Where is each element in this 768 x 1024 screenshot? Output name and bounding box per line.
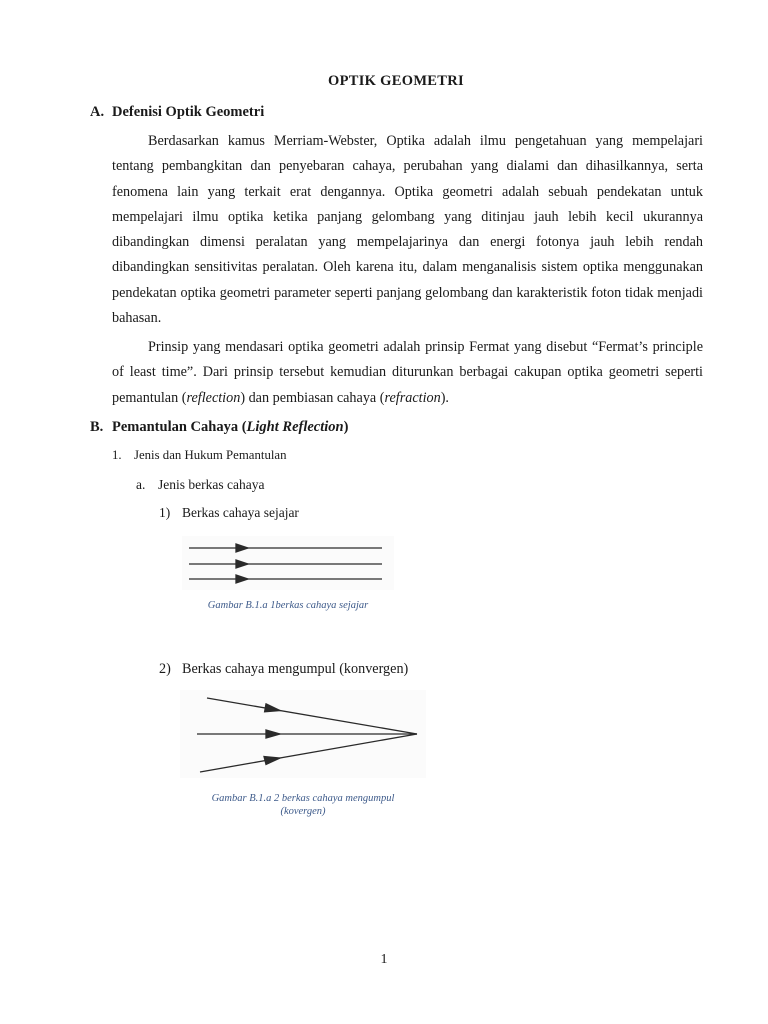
section-b-label: B. — [90, 419, 104, 435]
page-title: OPTIK GEOMETRI — [328, 73, 464, 89]
list-item-a-text: Jenis berkas cahaya — [158, 477, 265, 492]
list-subitem-1-text: Berkas cahaya sejajar — [182, 505, 299, 520]
figure-1-caption: Gambar B.1.a 1berkas cahaya sejajar — [207, 600, 369, 611]
section-a-title: Defenisi Optik Geometri — [112, 104, 265, 120]
list-subitem-2-text: Berkas cahaya mengumpul (konvergen) — [182, 661, 409, 677]
list-item-1 — [112, 448, 286, 463]
figure-2-caption — [180, 792, 426, 818]
page-number: 1 — [380, 952, 388, 967]
section-a-paragraph-2 — [112, 335, 703, 411]
list-item-a-letter: a. — [136, 477, 146, 492]
figure-2-caption-line-2: (kovergen) — [280, 806, 326, 817]
section-a-paragraph-1 — [112, 129, 703, 331]
figure-parallel-rays — [182, 536, 394, 590]
list-item-1-text: Jenis dan Hukum Pemantulan — [134, 448, 287, 462]
figure-converging-rays — [180, 690, 426, 778]
list-subitem-1-number: 1) — [159, 505, 171, 520]
paragraph-2-text-end: ). — [440, 389, 449, 406]
list-subitem-2-number: 2) — [159, 661, 171, 677]
section-a-heading — [90, 104, 264, 121]
list-item-a — [136, 477, 264, 493]
section-b-title-end: ) — [343, 419, 349, 435]
paragraph-2-text-start: Prinsip yang mendasari optika geometri adalah prinsip Fermat yang disebut “Fermat’s principle of least time”. Dari prinsip tersebut kemudian diturunkan berbagai cakupan optika geometri seperti pemantulan ( — [112, 339, 703, 406]
paragraph-2-text-mid: ) dan pembiasan cahaya ( — [240, 389, 385, 406]
list-subitem-2 — [159, 661, 408, 678]
section-b-title-start: Pemantulan Cahaya ( — [112, 419, 247, 435]
figure-1-background — [182, 536, 394, 590]
section-b-heading — [90, 419, 348, 436]
figure-2-caption-line-1: Gambar B.1.a 2 berkas cahaya mengumpul — [211, 793, 395, 804]
term-reflection: reflection — [186, 389, 241, 406]
paragraph-1-text: Berdasarkan kamus Merriam-Webster, Optika adalah ilmu pengetahuan yang mempelajari tentang pembangkitan dan penyebaran cahaya, perubahan yang dialami dan dihasilkannya, serta fenomena lain yang terkait erat dengannya. Optika geometri adalah sebuah pendekatan untuk mempelajari ilmu optika ketika panjang gelombang yang ditinjau jauh lebih kecil ukurannya dibandingkan dimensi peralatan yang mempelajarinya dan energi fotonya jauh lebih rendah dibandingkan sensitivitas peralatan. Oleh karena itu, dalam menganalisis sistem optika menggunakan pendekatan optika geometri parameter seperti panjang gelombang dan karakteristik foton tidak menjadi bahasan. — [112, 133, 703, 327]
list-item-1-number: 1. — [112, 448, 122, 462]
section-a-label: A. — [90, 104, 105, 120]
term-refraction: refraction — [384, 389, 441, 406]
list-subitem-1 — [159, 505, 299, 521]
section-b-title-italic: Light Reflection — [246, 419, 344, 435]
